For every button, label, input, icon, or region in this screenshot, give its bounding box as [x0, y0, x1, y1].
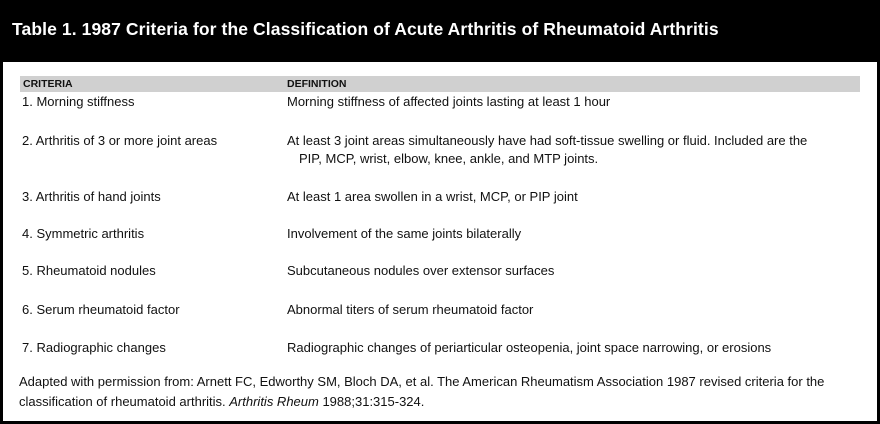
column-header-definition: DEFINITION: [287, 78, 347, 90]
row-criteria: 6. Serum rheumatoid factor: [22, 302, 180, 317]
row-definition: At least 1 area swollen in a wrist, MCP, or PIP joint: [287, 189, 578, 204]
column-header-criteria: CRITERIA: [23, 78, 73, 90]
row-criteria: 3. Arthritis of hand joints: [22, 189, 161, 204]
row-definition: Involvement of the same joints bilaterally: [287, 226, 522, 241]
row-definition: Morning stiffness of affected joints lasting at least 1 hour: [287, 94, 611, 109]
table-panel: [3, 62, 877, 421]
footnote: [19, 372, 869, 412]
row-criteria: 4. Symmetric arthritis: [22, 226, 145, 241]
footnote-citation: 1988;31:315-324.: [318, 394, 425, 409]
row-definition: Radiographic changes of periarticular osteopenia, joint space narrowing, or erosions: [287, 340, 772, 355]
row-definition-continued: PIP, MCP, wrist, elbow, knee, ankle, and MTP joints.: [299, 151, 599, 166]
table-header-row: [20, 76, 860, 92]
footnote-journal: Arthritis Rheum: [229, 394, 319, 409]
row-definition: At least 3 joint areas simultaneously have had soft-tissue swelling or fluid. Included are the: [287, 133, 808, 148]
row-criteria: 7. Radiographic changes: [22, 340, 166, 355]
row-definition: Subcutaneous nodules over extensor surfaces: [287, 263, 555, 278]
footnote-text: Adapted with permission from: Arnett FC, Edworthy SM, Bloch DA, et al. The American Rheumatism Association 1987 revised criteria for the classification of rheumatoid arthritis.: [19, 374, 825, 409]
table-title: Table 1. 1987 Criteria for the Classification of Acute Arthritis of Rheumatoid Arthritis: [12, 19, 719, 39]
row-criteria: 1. Morning stiffness: [22, 94, 135, 109]
row-criteria: 2. Arthritis of 3 or more joint areas: [22, 133, 218, 148]
row-criteria: 5. Rheumatoid nodules: [22, 263, 156, 278]
row-definition: Abnormal titers of serum rheumatoid factor: [287, 302, 534, 317]
